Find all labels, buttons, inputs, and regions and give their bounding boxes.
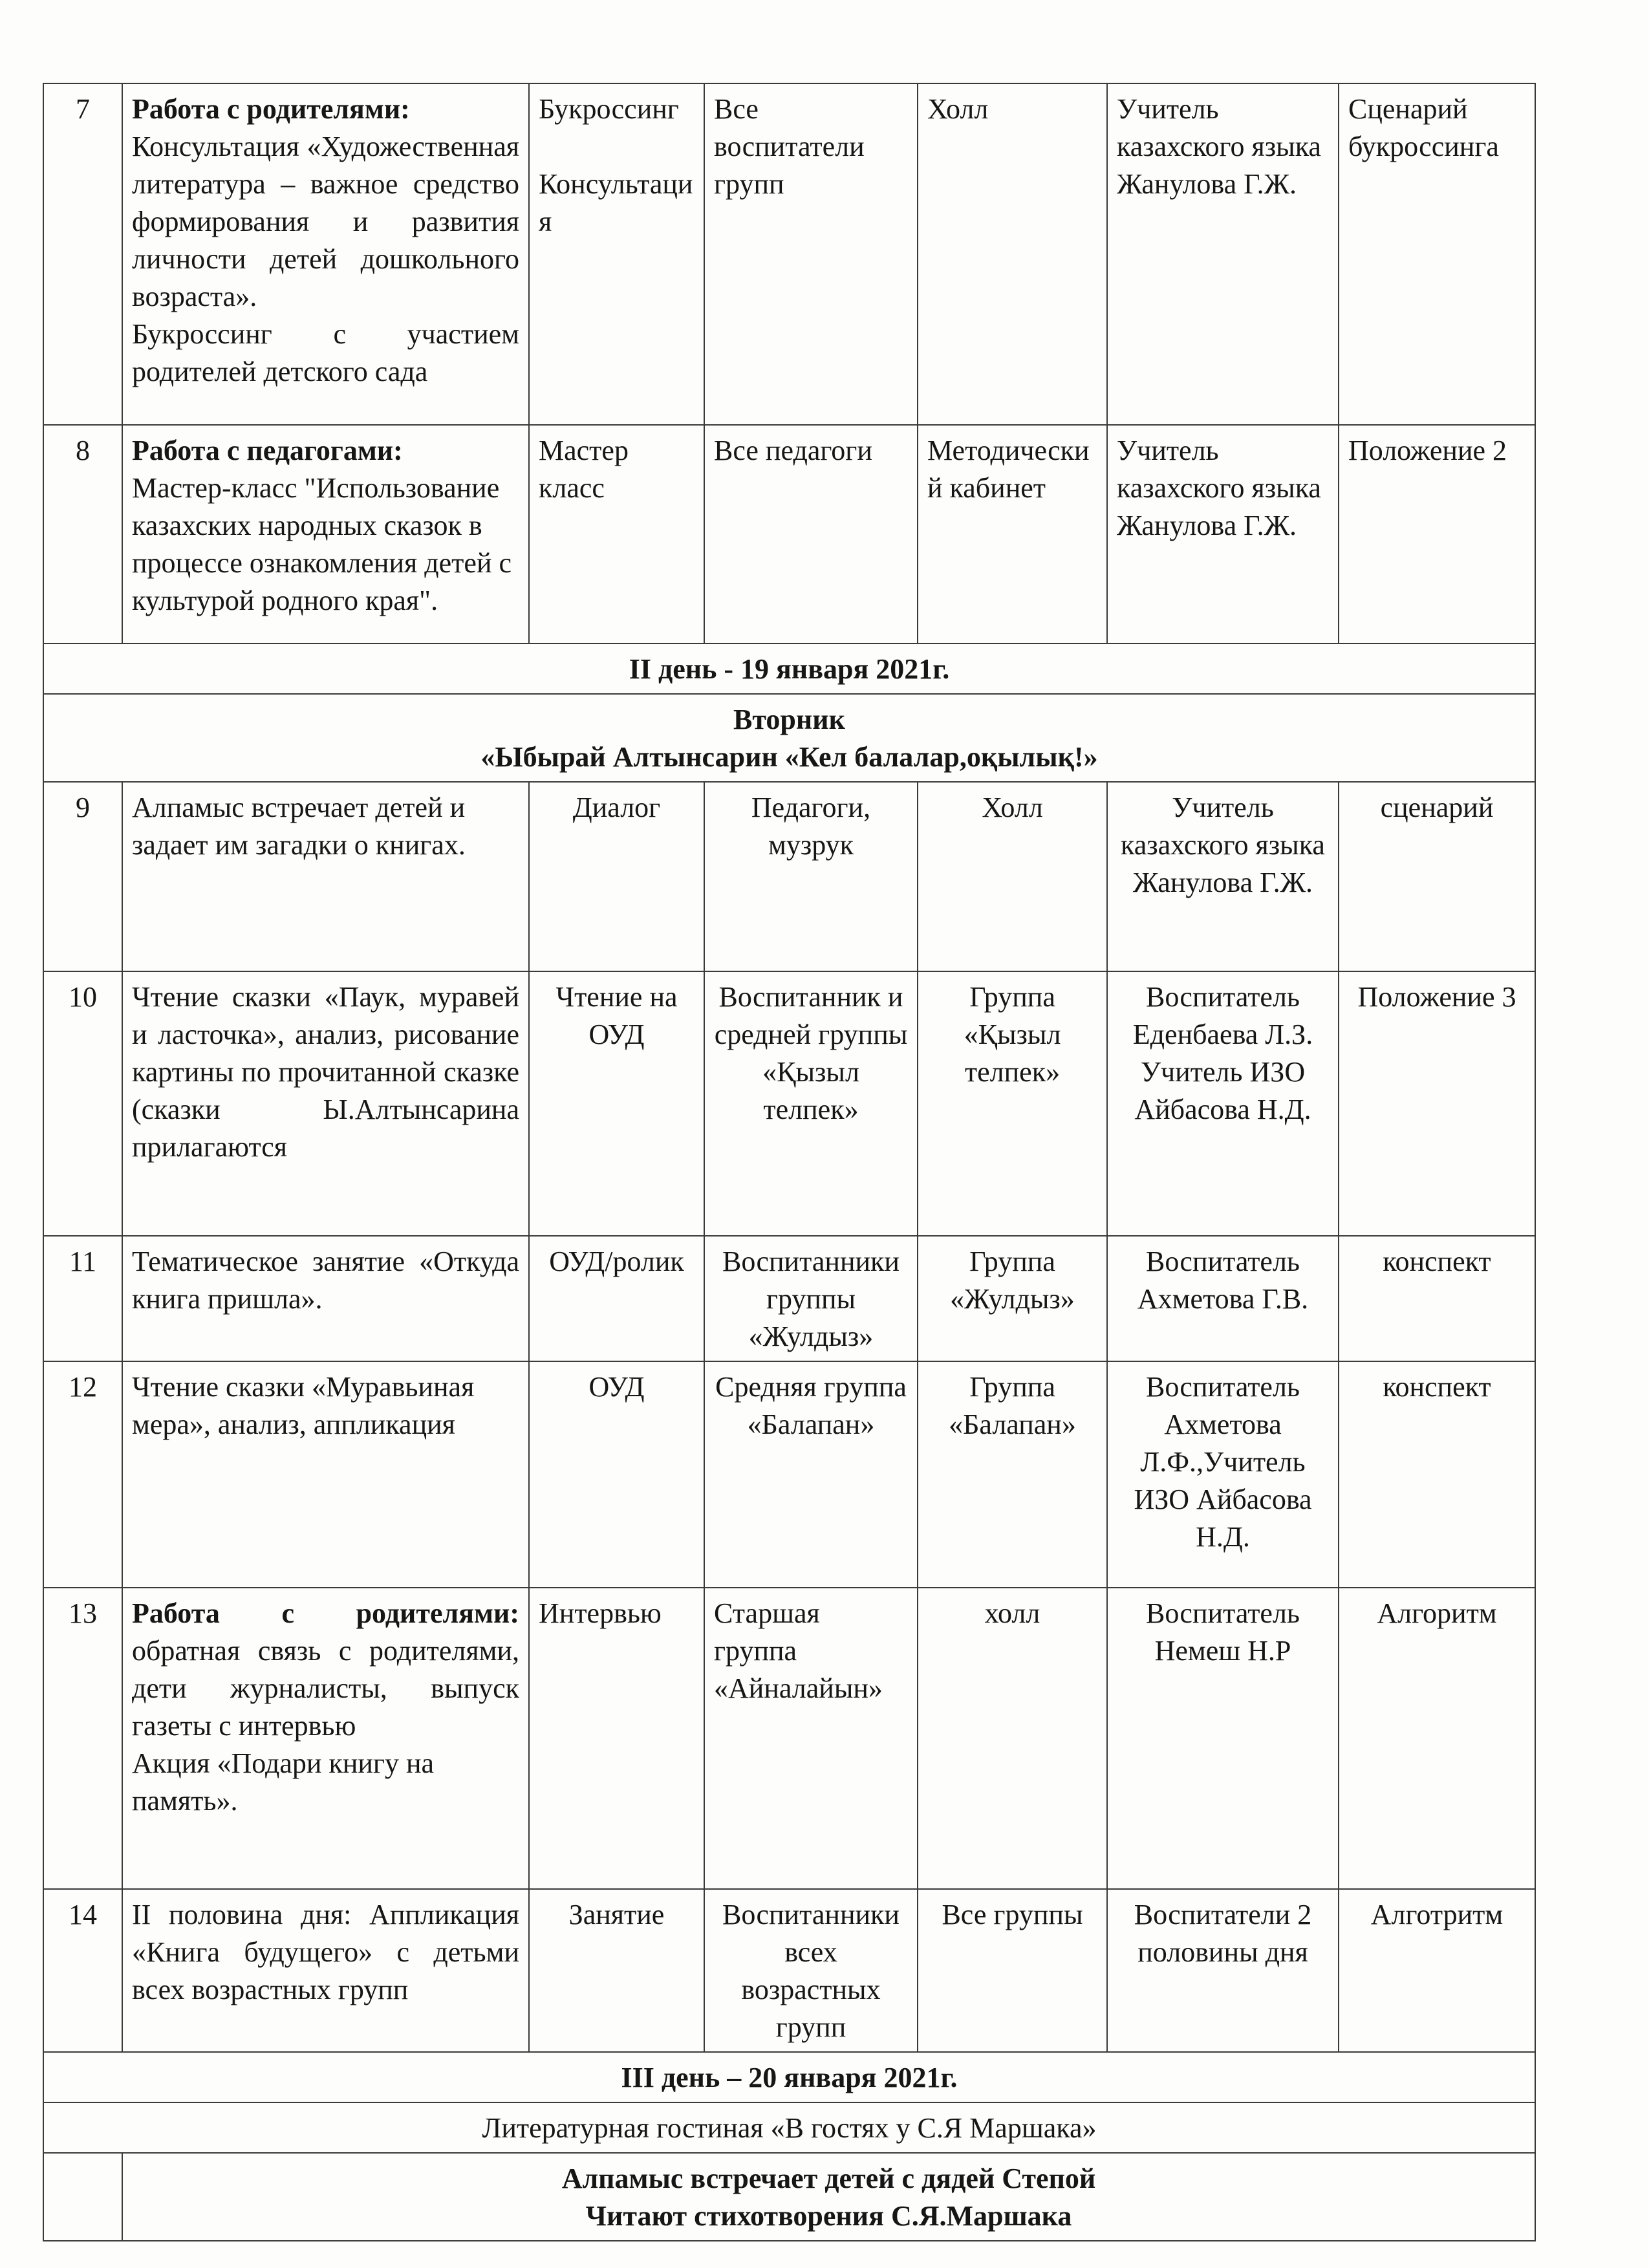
- day-theme: [43, 694, 1535, 782]
- event-form: Диалог: [529, 782, 704, 971]
- event-result: Сценарий букроссинга: [1339, 83, 1535, 425]
- event-result: Алгоритм: [1339, 1588, 1535, 1889]
- weekday: Вторник: [733, 704, 845, 735]
- event-text: обратная связь с родителями, дети журналисты, выпуск газеты с интервью: [132, 1635, 519, 1742]
- event-result: Алготритм: [1339, 1889, 1535, 2052]
- table-row: [43, 971, 1535, 1236]
- empty-cell: [43, 2153, 122, 2241]
- event-heading: Работа с родителями:: [132, 1597, 519, 1629]
- section-row: [43, 643, 1535, 694]
- event-place: холл: [918, 1588, 1107, 1889]
- event-result: Положение 3: [1339, 971, 1535, 1236]
- program-line: Алпамыс встречает детей с дядей Степой: [561, 2163, 1096, 2194]
- theme-title: «Ыбырай Алтынсарин «Кел балалар,оқылық!»: [480, 741, 1098, 773]
- event-text: Акция «Подари книгу на память».: [132, 1747, 435, 1817]
- event-participants: Старшая группа «Айналайын»: [704, 1588, 918, 1889]
- program-line: Читают стихотворения С.Я.Маршака: [585, 2200, 1072, 2232]
- event-place: Группа «Балапан»: [918, 1361, 1107, 1588]
- form-line: Букроссинг: [539, 93, 679, 125]
- table-row: [43, 1236, 1535, 1361]
- table-row: [43, 1889, 1535, 2052]
- event-responsible: Воспитатель Еденбаева Л.З. Учитель ИЗО Айбасова Н.Д.: [1107, 971, 1339, 1236]
- section-row: [43, 2153, 1535, 2241]
- row-number: 7: [43, 83, 122, 425]
- event-participants: Все воспитатели групп: [704, 83, 918, 425]
- event-text: Букроссинг с участием родителей детского сада: [132, 318, 519, 387]
- event-form: Мастер класс: [529, 425, 704, 643]
- event-form: Интервью: [529, 1588, 704, 1889]
- row-number: 8: [43, 425, 122, 643]
- event-form: Чтение на ОУД: [529, 971, 704, 1236]
- event-description: Тематическое занятие «Откуда книга пришла».: [122, 1236, 529, 1361]
- event-responsible: Учитель казахского языка Жанулова Г.Ж.: [1107, 425, 1339, 643]
- event-participants: Средняя группа «Балапан»: [704, 1361, 918, 1588]
- event-responsible: Воспитатель Немеш Н.Р: [1107, 1588, 1339, 1889]
- event-form: ОУД: [529, 1361, 704, 1588]
- event-place: Группа «Жулдыз»: [918, 1236, 1107, 1361]
- event-result: Положение 2: [1339, 425, 1535, 643]
- form-line: Консультация: [539, 168, 693, 237]
- row-number: 9: [43, 782, 122, 971]
- event-result: конспект: [1339, 1361, 1535, 1588]
- event-description: II половина дня: Аппликация «Книга будущего» с детьми всех возрастных групп: [122, 1889, 529, 2052]
- event-responsible: Воспитатель Ахметова Л.Ф.,Учитель ИЗО Айбасова Н.Д.: [1107, 1361, 1339, 1588]
- row-number: 13: [43, 1588, 122, 1889]
- event-heading: Работа с родителями:: [132, 93, 410, 125]
- section-row: [43, 2102, 1535, 2153]
- event-participants: Педагоги, музрук: [704, 782, 918, 971]
- event-heading: Работа с педагогами:: [132, 435, 403, 466]
- table-row: [43, 1588, 1535, 1889]
- table-row: [43, 83, 1535, 425]
- event-place: Холл: [918, 782, 1107, 971]
- event-participants: Воспитанники группы «Жулдыз»: [704, 1236, 918, 1361]
- event-description: [122, 425, 529, 643]
- day-theme: Литературная гостиная «В гостях у С.Я Маршака»: [43, 2102, 1535, 2153]
- event-responsible: Учитель казахского языка Жанулова Г.Ж.: [1107, 782, 1339, 971]
- event-text: Консультация «Художественная литература – важное средство формирования и развития личности детей дошкольного возраста».: [132, 131, 519, 312]
- event-place: Все группы: [918, 1889, 1107, 2052]
- event-form: ОУД/ролик: [529, 1236, 704, 1361]
- row-number: 14: [43, 1889, 122, 2052]
- event-participants: Воспитанники всех возрастных групп: [704, 1889, 918, 2052]
- event-responsible: Учитель казахского языка Жанулова Г.Ж.: [1107, 83, 1339, 425]
- section-row: [43, 694, 1535, 782]
- table-row: [43, 425, 1535, 643]
- event-result: конспект: [1339, 1236, 1535, 1361]
- event-place: Группа «Қызыл телпек»: [918, 971, 1107, 1236]
- event-responsible: Воспитатель Ахметова Г.В.: [1107, 1236, 1339, 1361]
- event-place: Холл: [918, 83, 1107, 425]
- row-number: 10: [43, 971, 122, 1236]
- event-responsible: Воспитатели 2 половины дня: [1107, 1889, 1339, 2052]
- event-description: Чтение сказки «Муравьиная мера», анализ, аппликация: [122, 1361, 529, 1588]
- event-description: Чтение сказки «Паук, муравей и ласточка», анализ, рисование картины по прочитанной сказке (сказки Ы.Алтынсарина прилагаются: [122, 971, 529, 1236]
- event-plan-table: [43, 83, 1536, 2241]
- day-title: II день - 19 января 2021г.: [43, 643, 1535, 694]
- day-program: [122, 2153, 1535, 2241]
- event-form: Занятие: [529, 1889, 704, 2052]
- day-title: III день – 20 января 2021г.: [43, 2052, 1535, 2102]
- row-number: 11: [43, 1236, 122, 1361]
- table-row: [43, 1361, 1535, 1588]
- event-description: [122, 1588, 529, 1889]
- event-description: [122, 83, 529, 425]
- section-row: [43, 2052, 1535, 2102]
- event-place: Методический кабинет: [918, 425, 1107, 643]
- row-number: 12: [43, 1361, 122, 1588]
- event-participants: Воспитанник и средней группы «Қызыл телпек»: [704, 971, 918, 1236]
- event-form: [529, 83, 704, 425]
- event-text: Мастер-класс "Использование казахских народных сказок в процессе ознакомления детей с культурой родного края".: [132, 472, 512, 616]
- event-result: сценарий: [1339, 782, 1535, 971]
- event-description: Алпамыс встречает детей и задает им загадки о книгах.: [122, 782, 529, 971]
- event-participants: Все педагоги: [704, 425, 918, 643]
- table-row: [43, 782, 1535, 971]
